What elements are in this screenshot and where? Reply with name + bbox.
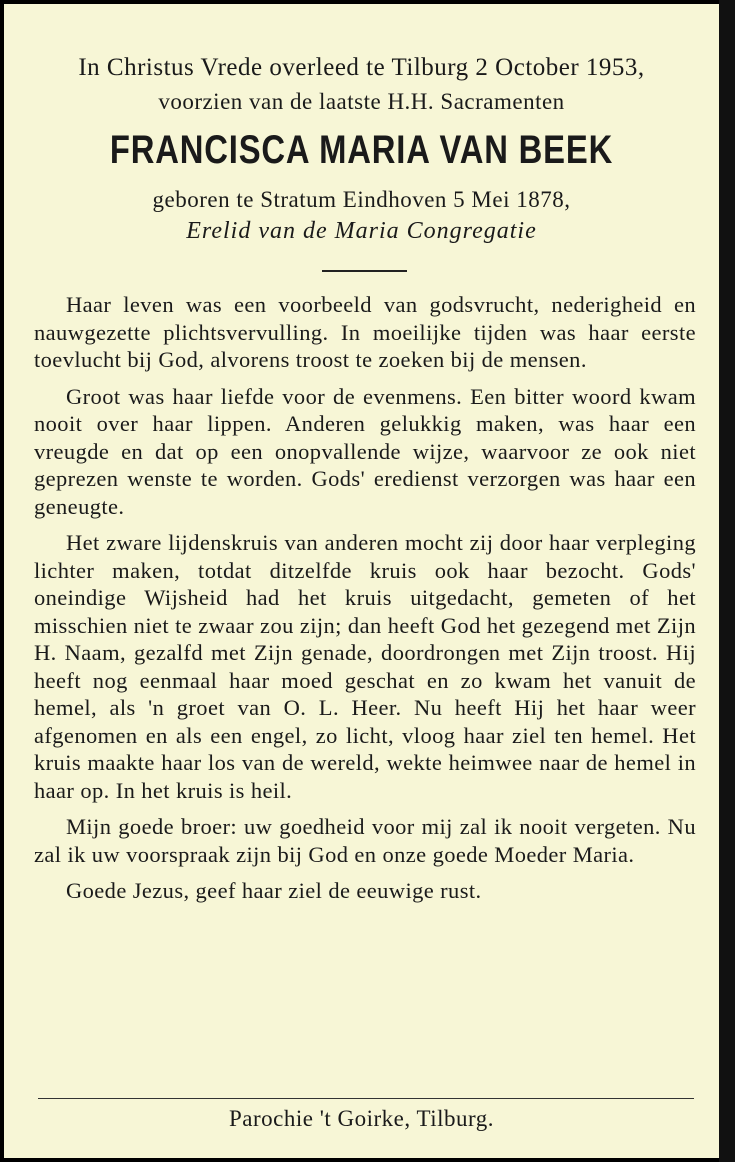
- death-notice-line: In Christus Vrede overleed te Tilburg 2 October 1953,: [78, 54, 645, 81]
- footer-rule: [38, 1098, 694, 1099]
- parish-footer: Parochie 't Goirke, Tilburg.: [229, 1106, 494, 1131]
- sacraments-line: voorzien van de laatste H.H. Sacramenten: [158, 89, 565, 114]
- scan-edge: [719, 0, 735, 1162]
- birth-line: geboren te Stratum Eindhoven 5 Mei 1878,: [152, 187, 571, 212]
- memorial-card: [4, 4, 719, 1158]
- deceased-name: FRANCISCA MARIA VAN BEEK: [109, 128, 614, 172]
- paragraph: Haar leven was een voorbeeld van godsvrucht, nederigheid en nauwgezette plichtsvervulling. In moeilijke tijden was haar eerste toevlucht bij God, alvorens troost te zoeken bij de mensen.: [34, 292, 696, 372]
- paragraph: Het zware lijdenskruis van anderen mocht zij door haar verpleging lichter maken, totdat ditzelfde kruis ook haar bezocht. Gods' oneindige Wijsheid had het kruis uitgedacht, gemeten of het misschien niet te zwaar zou zijn; dan heeft God het gezegend met Zijn H. Naam, gezalfd met Zijn genade, doordrongen met Zijn troost. Hij heeft nog eenmaal haar moed geschat en zo kwam het vanuit de hemel, als 'n groet van O. L. Heer. Nu heeft Hij het haar weer afgenomen en als een engel, zo licht, vloog haar ziel ten hemel. Het kruis maakte haar los van de wereld, wekte heimwee naar de hemel in haar op. In het kruis is heil.: [34, 530, 696, 803]
- paragraph: Mijn goede broer: uw goedheid voor mij zal ik nooit vergeten. Nu zal ik uw voorspraak zijn bij God en onze goede Moeder Maria.: [34, 814, 696, 867]
- separator: [322, 270, 407, 272]
- memorial-text: [34, 291, 696, 914]
- paragraph: Goede Jezus, geef haar ziel de eeuwige rust.: [66, 878, 482, 903]
- membership-line: Erelid van de Maria Congregatie: [186, 218, 537, 244]
- paragraph: Groot was haar liefde voor de evenmens. Een bitter woord kwam nooit over haar lippen. Anderen gelukkig maken, was haar een vreugde en dat op een onopvallende wijze, waarvoor ze ook niet geprezen wenste te worden. Gods' eredienst verzorgen was haar een geneugte.: [34, 383, 696, 519]
